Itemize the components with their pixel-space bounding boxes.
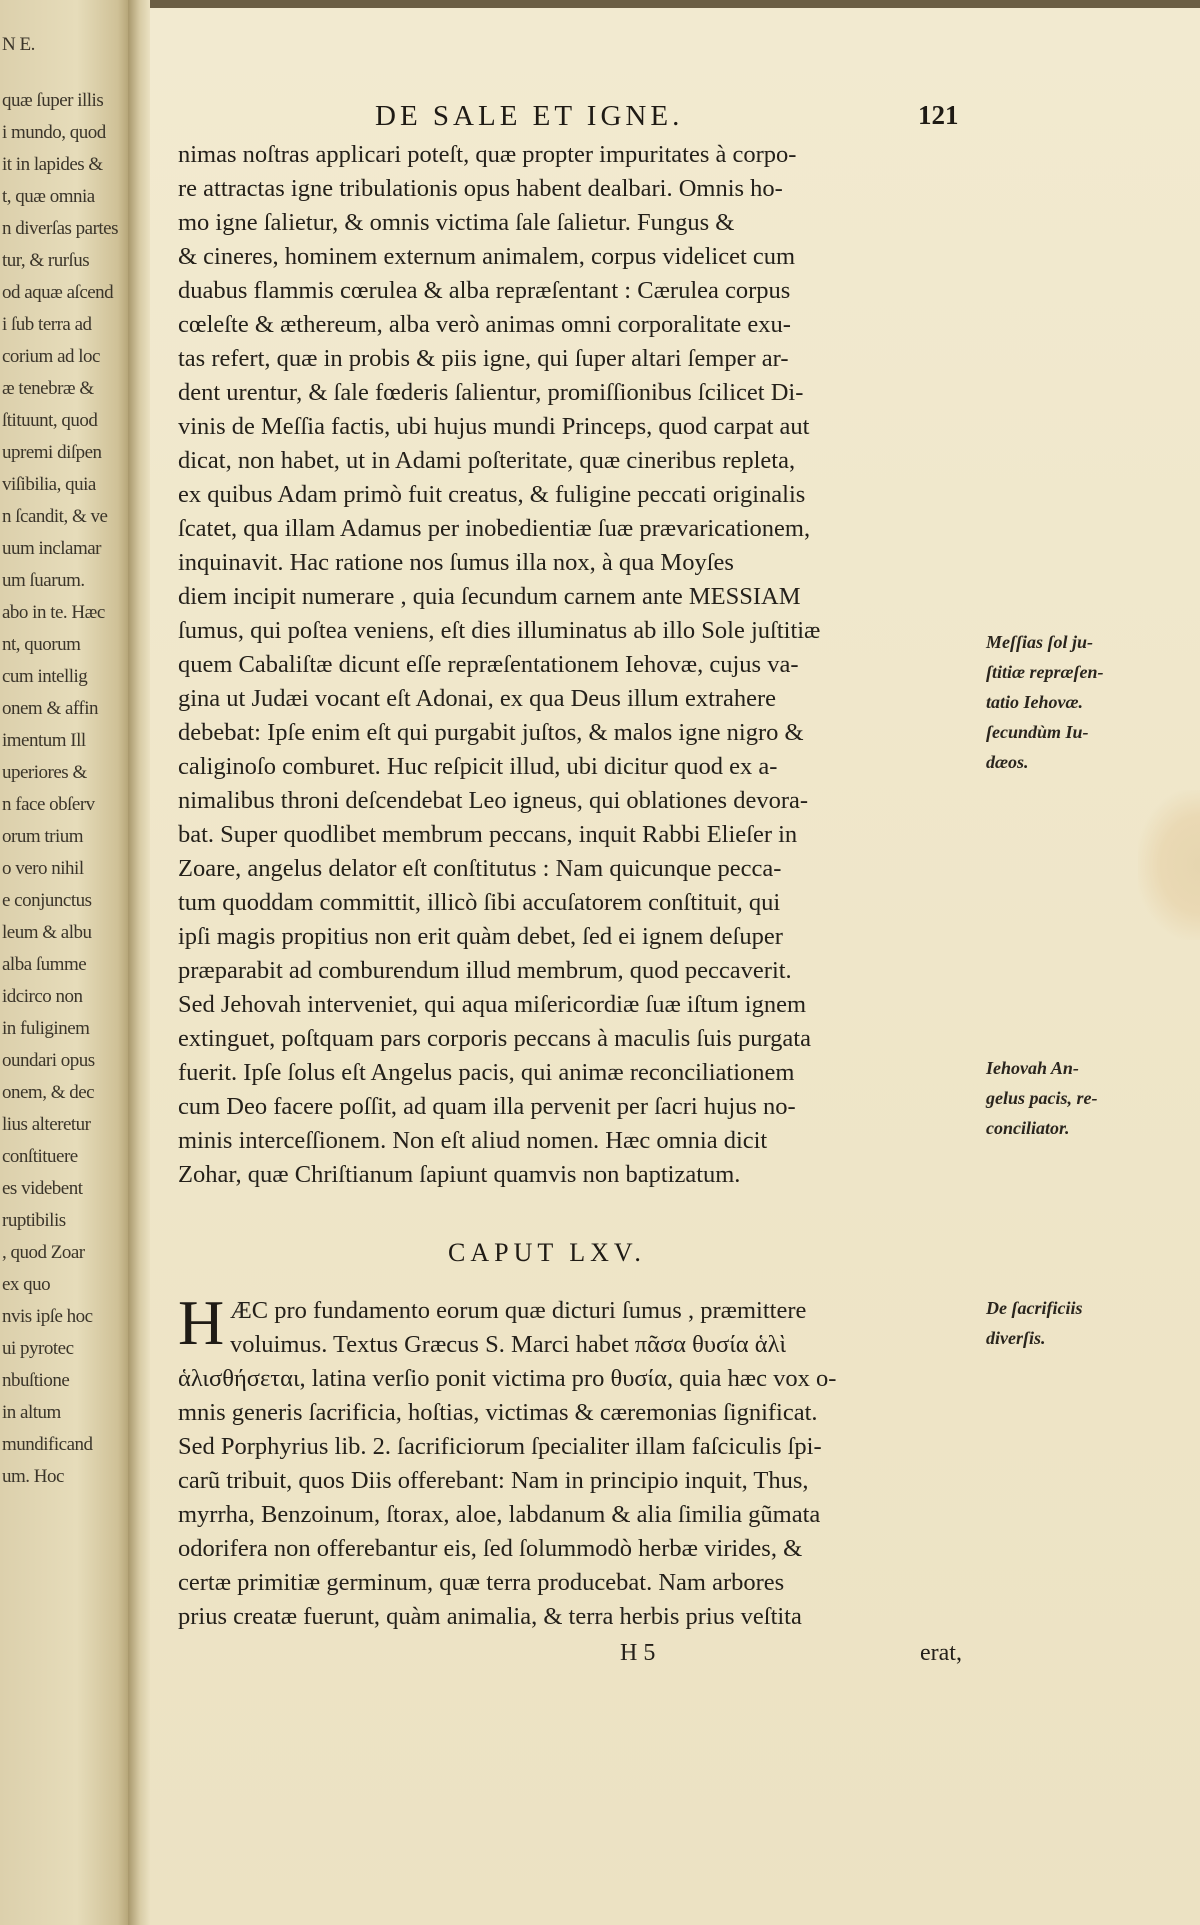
facing-page-line: N E. (2, 34, 35, 55)
text-line: tum quoddam committit, illicò ſibi accuſatorem conſtituit, qui (178, 889, 781, 916)
text-line: re attractas igne tribulationis opus habent dealbari. Omnis ho- (178, 175, 783, 202)
facing-page-line: lius alteretur (2, 1114, 91, 1135)
text-line: dent urentur, & ſale fœderis ſalientur, promiſſionibus ſcilicet Di- (178, 379, 804, 406)
margin-note-line: gelus pacis, re- (986, 1088, 1098, 1108)
book-gutter (128, 0, 150, 1925)
facing-page-line: it in lapides & (2, 154, 103, 175)
facing-page-line: ui pyrotec (2, 1338, 74, 1359)
facing-page-line: imentum Ill (2, 730, 86, 751)
text-line: cœleſte & æthereum, alba verò animas omni corporalitate exu- (178, 311, 791, 338)
drop-cap: H (178, 1287, 225, 1358)
facing-page-line: onem & affin (2, 698, 99, 719)
facing-page-line: quæ ſuper illis (2, 90, 104, 111)
margin-note-line: tatio Iehovæ. (986, 692, 1083, 712)
text-line: inquinavit. Hac ratione nos ſumus illa nox, à qua Moyſes (178, 549, 734, 576)
facing-page-line: um. Hoc (2, 1466, 64, 1487)
text-line: diem incipit numerare , quia ſecundum carnem ante MESSIAM (178, 583, 801, 610)
facing-page-line: cum intellig (2, 666, 88, 687)
facing-page-line: corium ad loc (2, 346, 100, 367)
facing-page-line: orum trium (2, 826, 84, 847)
text-line: caliginoſo comburet. Huc reſpicit illud, ubi dicitur quod ex a- (178, 753, 778, 780)
text-line: Sed Jehovah interveniet, qui aqua miſericordiæ ſuæ iſtum ignem (178, 991, 807, 1018)
facing-page-line: uperiores & (2, 762, 87, 783)
facing-page-line: es videbent (2, 1178, 83, 1199)
text-line: ex quibus Adam primò fuit creatus, & fuligine peccati originalis (178, 481, 806, 508)
facing-page-line: i mundo, quod (2, 122, 106, 143)
text-line: & cineres, hominem externum animalem, corpus videlicet cum (178, 243, 796, 270)
facing-page-line: viſibilia, quia (2, 474, 96, 495)
text-line: nimalibus throni deſcendebat Leo igneus, qui oblationes devora- (178, 787, 809, 814)
facing-page-line: nvis ipſe hoc (2, 1306, 93, 1327)
text-line: ipſi magis propitius non erit quàm debet, ſed ei ignem deſuper (178, 923, 783, 950)
facing-page-line: n face obſerv (2, 794, 95, 815)
facing-page-line: alba ſumme (2, 954, 87, 975)
chapter-text-line: voluimus. Textus Græcus S. Marci habet πᾶσα θυσία ἁλὶ (230, 1331, 787, 1358)
facing-page-fragment (0, 0, 128, 1925)
text-line: Zoare, angelus delator eſt conſtitutus : Nam quicunque pecca- (178, 855, 782, 882)
text-line: extinguet, poſtquam pars corporis peccans à maculis ſuis purgata (178, 1025, 811, 1052)
margin-note-line: conciliator. (986, 1118, 1070, 1138)
facing-page-line: upremi diſpen (2, 442, 102, 463)
facing-page-line: oundari opus (2, 1050, 95, 1071)
facing-page-line: um ſuarum. (2, 570, 85, 591)
text-line: cum Deo facere poſſit, ad quam illa pervenit per ſacri hujus no- (178, 1093, 796, 1120)
margin-note-line: ſecundùm Iu- (986, 722, 1089, 742)
facing-page-line: n ſcandit, & ve (2, 506, 108, 527)
chapter-text-line: odorifera non offerebantur eis, ſed ſolummodò herbæ virides, & (178, 1535, 803, 1562)
text-line: minis interceſſionem. Non eſt aliud nomen. Hæc omnia dicit (178, 1127, 768, 1154)
facing-page-line: ruptibilis (2, 1210, 66, 1231)
chapter-text-line: certæ primitiæ germinum, quæ terra producebat. Nam arbores (178, 1569, 785, 1596)
chapter-text-line: carũ tribuit, quos Diis offerebant: Nam in principio inquit, Thus, (178, 1467, 809, 1494)
facing-page-line: ſtituunt, quod (2, 410, 98, 431)
signature-mark: H 5 (620, 1640, 656, 1666)
facing-page-line: abo in te. Hæc (2, 602, 105, 623)
text-line: gina ut Judæi vocant eſt Adonai, ex qua Deus illum extrahere (178, 685, 777, 712)
chapter-text-line: prius creatæ fuerunt, quàm animalia, & terra herbis prius veſtita (178, 1603, 802, 1630)
facing-page-line: e conjunctus (2, 890, 92, 911)
chapter-text-line: myrrha, Benzoinum, ſtorax, aloe, labdanum & alia ſimilia gũmata (178, 1501, 821, 1528)
facing-page-line: onem, & dec (2, 1082, 95, 1103)
text-line: fuerit. Ipſe ſolus eſt Angelus pacis, qui animæ reconciliationem (178, 1059, 795, 1086)
facing-page-line: nbuſtione (2, 1370, 70, 1391)
facing-page-line: in fuliginem (2, 1018, 90, 1039)
facing-page-line: nt, quorum (2, 634, 81, 655)
facing-page-line: conſtituere (2, 1146, 78, 1167)
facing-page-line: t, quæ omnia (2, 186, 95, 207)
text-line: duabus flammis cœrulea & alba repræſentant : Cærulea corpus (178, 277, 791, 304)
facing-page-line: ex quo (2, 1274, 51, 1295)
margin-note-line: De ſacrificiis (986, 1298, 1083, 1318)
facing-page-line: tur, & rurſus (2, 250, 90, 271)
facing-page-line: i ſub terra ad (2, 314, 92, 335)
text-line: Zohar, quæ Chriſtianum ſapiunt quamvis non baptizatum. (178, 1161, 741, 1188)
facing-page-line: o vero nihil (2, 858, 84, 879)
facing-page-line: æ tenebræ & (2, 378, 94, 399)
text-line: mo igne ſalietur, & omnis victima ſale ſalietur. Fungus & (178, 209, 735, 236)
running-head: DE SALE ET IGNE. (375, 100, 684, 132)
catchword: erat, (920, 1640, 962, 1666)
facing-page-line: n diverſas partes (2, 218, 119, 239)
text-line: ſumus, qui poſtea veniens, eſt dies illuminatus ab illo Sole juſtitiæ (178, 617, 821, 644)
margin-note-line: Meſſias ſol ju- (986, 632, 1093, 652)
facing-page-line: in altum (2, 1402, 61, 1423)
text-line: bat. Super quodlibet membrum peccans, inquit Rabbi Elieſer in (178, 821, 798, 848)
facing-page-line: leum & albu (2, 922, 92, 943)
text-line: tas refert, quæ in probis & piis igne, qui ſuper altari ſemper ar- (178, 345, 789, 372)
page-top-edge (150, 0, 1200, 8)
page-number: 121 (918, 100, 959, 130)
chapter-text-line: ÆC pro fundamento eorum quæ dicturi ſumus , præmittere (230, 1297, 807, 1324)
text-line: nimas noſtras applicari poteſt, quæ propter impuritates à corpo- (178, 141, 797, 168)
margin-note-line: dæos. (986, 752, 1029, 772)
text-line: dicat, non habet, ut in Adami poſteritate, quæ cineribus repleta, (178, 447, 796, 474)
facing-page-line: mundificand (2, 1434, 93, 1455)
facing-page-line: idcirco non (2, 986, 83, 1007)
paper-stain (1138, 790, 1200, 940)
chapter-text-line: ἁλισθήσεται, latina verſio ponit victima pro θυσία, quia hæc vox o- (178, 1365, 837, 1392)
margin-note-line: ſtitiæ repræſen- (986, 662, 1104, 682)
facing-page-line: od aquæ aſcend (2, 282, 114, 303)
chapter-text-line: Sed Porphyrius lib. 2. ſacrificiorum ſpecialiter illam faſciculis ſpi- (178, 1433, 822, 1460)
text-line: vinis de Meſſia factis, ubi hujus mundi Princeps, quod carpat aut (178, 413, 810, 440)
book-page (150, 0, 1200, 1925)
margin-note-line: Iehovah An- (986, 1058, 1079, 1078)
chapter-text-line: mnis generis ſacrificia, hoſtias, victimas & cæremonias ſignificat. (178, 1399, 818, 1426)
facing-page-line: , quod Zoar (2, 1242, 85, 1263)
text-line: ſcatet, qua illam Adamus per inobedientiæ ſuæ prævaricationem, (178, 515, 811, 542)
text-line: quem Cabaliſtæ dicunt eſſe repræſentationem Iehovæ, cujus va- (178, 651, 799, 678)
text-line: debebat: Ipſe enim eſt qui purgabit juſtos, & malos igne nigro & (178, 719, 804, 746)
chapter-heading: CAPUT LXV. (448, 1238, 646, 1267)
facing-page-line: uum inclamar (2, 538, 101, 559)
margin-note-line: diverſis. (986, 1328, 1046, 1348)
text-line: præparabit ad comburendum illud membrum, quod peccaverit. (178, 957, 792, 984)
